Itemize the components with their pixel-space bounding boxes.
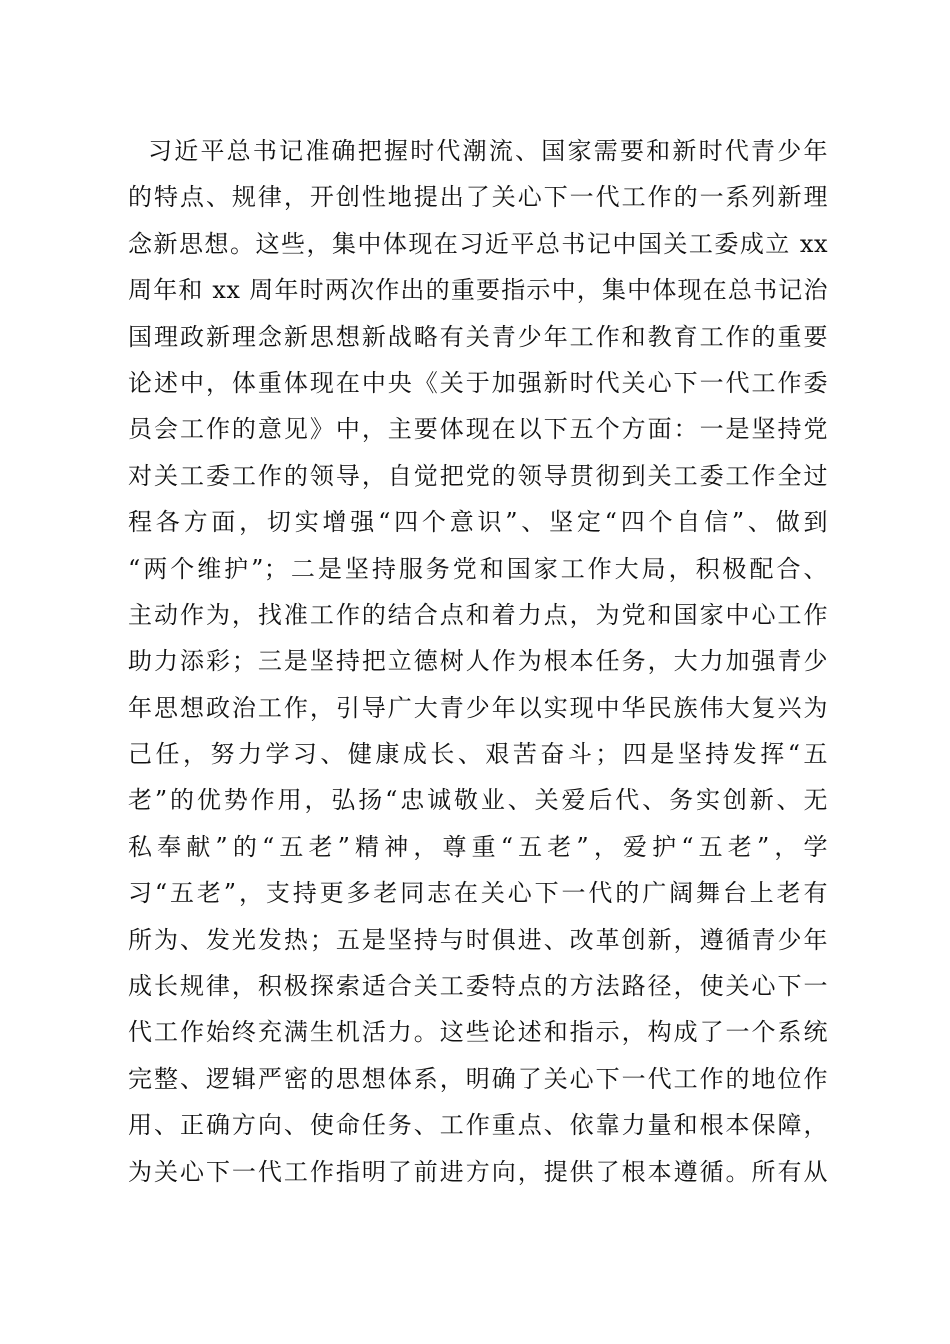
paragraph-line: 国理政新理念新思想新战略有关青少年工作和教育工作的重要 [128, 322, 828, 351]
paragraph-line: 老”的优势作用，弘扬“忠诚敬业、关爱后代、务实创新、无 [128, 786, 828, 815]
paragraph-line: 习近平总书记准确把握时代潮流、国家需要和新时代青少年 [148, 137, 828, 165]
paragraph-line: 为关心下一代工作指明了前进方向，提供了根本遵循。所有从 [128, 1157, 828, 1186]
paragraph-line: 私奉献”的“五老”精神，尊重“五老”，爱护“五老”，学 [128, 832, 828, 861]
paragraph-line: 念新思想。这些，集中体现在习近平总书记中国关工委成立 xx [128, 229, 828, 258]
paragraph-line: 助力添彩；三是坚持把立德树人作为根本任务，大力加强青少 [128, 647, 828, 676]
paragraph-line: 员会工作的意见》中，主要体现在以下五个方面：一是坚持党 [128, 415, 828, 444]
paragraph-line: 己任，努力学习、健康成长、艰苦奋斗；四是坚持发挥“五 [128, 740, 828, 769]
paragraph-line: 用、正确方向、使命任务、工作重点、依靠力量和根本保障， [128, 1111, 828, 1140]
paragraph-line: 主动作为，找准工作的结合点和着力点，为党和国家中心工作 [128, 600, 828, 629]
body-paragraph [128, 128, 828, 1195]
paragraph-line: 论述中，体重体现在中央《关于加强新时代关心下一代工作委 [128, 368, 828, 397]
paragraph-line: 程各方面，切实增强“四个意识”、坚定“四个自信”、做到 [128, 508, 828, 537]
paragraph-line: 年思想政治工作，引导广大青少年以实现中华民族伟大复兴为 [128, 693, 828, 722]
paragraph-line: “两个维护”；二是坚持服务党和国家工作大局，积极配合、 [128, 554, 828, 583]
paragraph-line: 周年和 xx 周年时两次作出的重要指示中，集中体现在总书记治 [128, 276, 828, 305]
paragraph-line: 的特点、规律，开创性地提出了关心下一代工作的一系列新理 [128, 183, 828, 212]
paragraph-line: 代工作始终充满生机活力。这些论述和指示，构成了一个系统 [128, 1018, 828, 1047]
paragraph-line: 成长规律，积极探索适合关工委特点的方法路径，使关心下一 [128, 972, 828, 1001]
paragraph-line: 所为、发光发热；五是坚持与时俱进、改革创新，遵循青少年 [128, 925, 828, 954]
paragraph-line: 习“五老”，支持更多老同志在关心下一代的广阔舞台上老有 [128, 879, 828, 908]
paragraph-line: 完整、逻辑严密的思想体系，明确了关心下一代工作的地位作 [128, 1064, 828, 1093]
paragraph-line: 对关工委工作的领导，自觉把党的领导贯彻到关工委工作全过 [128, 461, 828, 490]
